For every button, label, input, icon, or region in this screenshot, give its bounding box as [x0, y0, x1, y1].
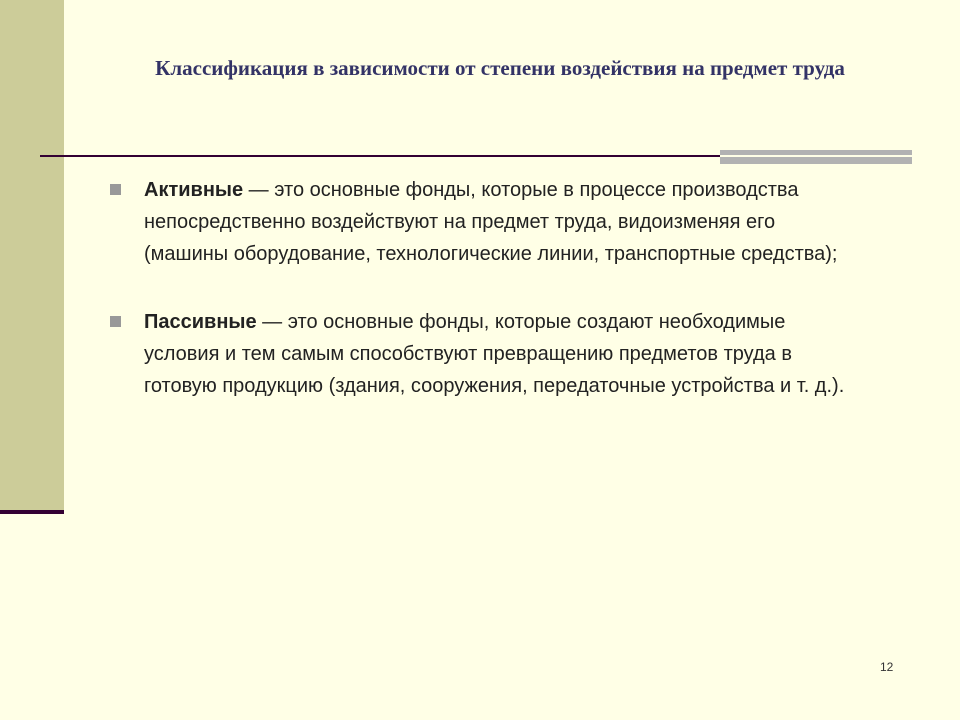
bullet-list: [110, 174, 850, 402]
slide-title: Классификация в зависимости от степени воздействия на предмет труда: [155, 56, 845, 80]
square-bullet-icon: [110, 184, 121, 195]
left-band-underline: [0, 510, 64, 514]
square-bullet-icon: [110, 316, 121, 327]
bullet-text: — это основные фонды, которые создают необходимые условия и тем самым способствуют превращению предметов труда в готовую продукцию (здания, сооружения, передаточные устройства и т. д.).: [144, 311, 845, 397]
title-divider-accent-gap: [720, 155, 912, 157]
bullet-term: Пассивные: [144, 311, 257, 333]
bullet-item-active: [110, 174, 850, 270]
bullet-term: Активные: [144, 179, 244, 201]
title-divider-accent: [720, 150, 912, 164]
page-number: 12: [880, 660, 894, 674]
bullet-item-passive: [110, 306, 850, 402]
bullet-text: — это основные фонды, которые в процессе производства непосредственно воздействуют на предмет труда, видоизменяя его (машины оборудование, технологические линии, транспортные средства);: [144, 179, 838, 265]
left-decorative-band: [0, 0, 64, 512]
